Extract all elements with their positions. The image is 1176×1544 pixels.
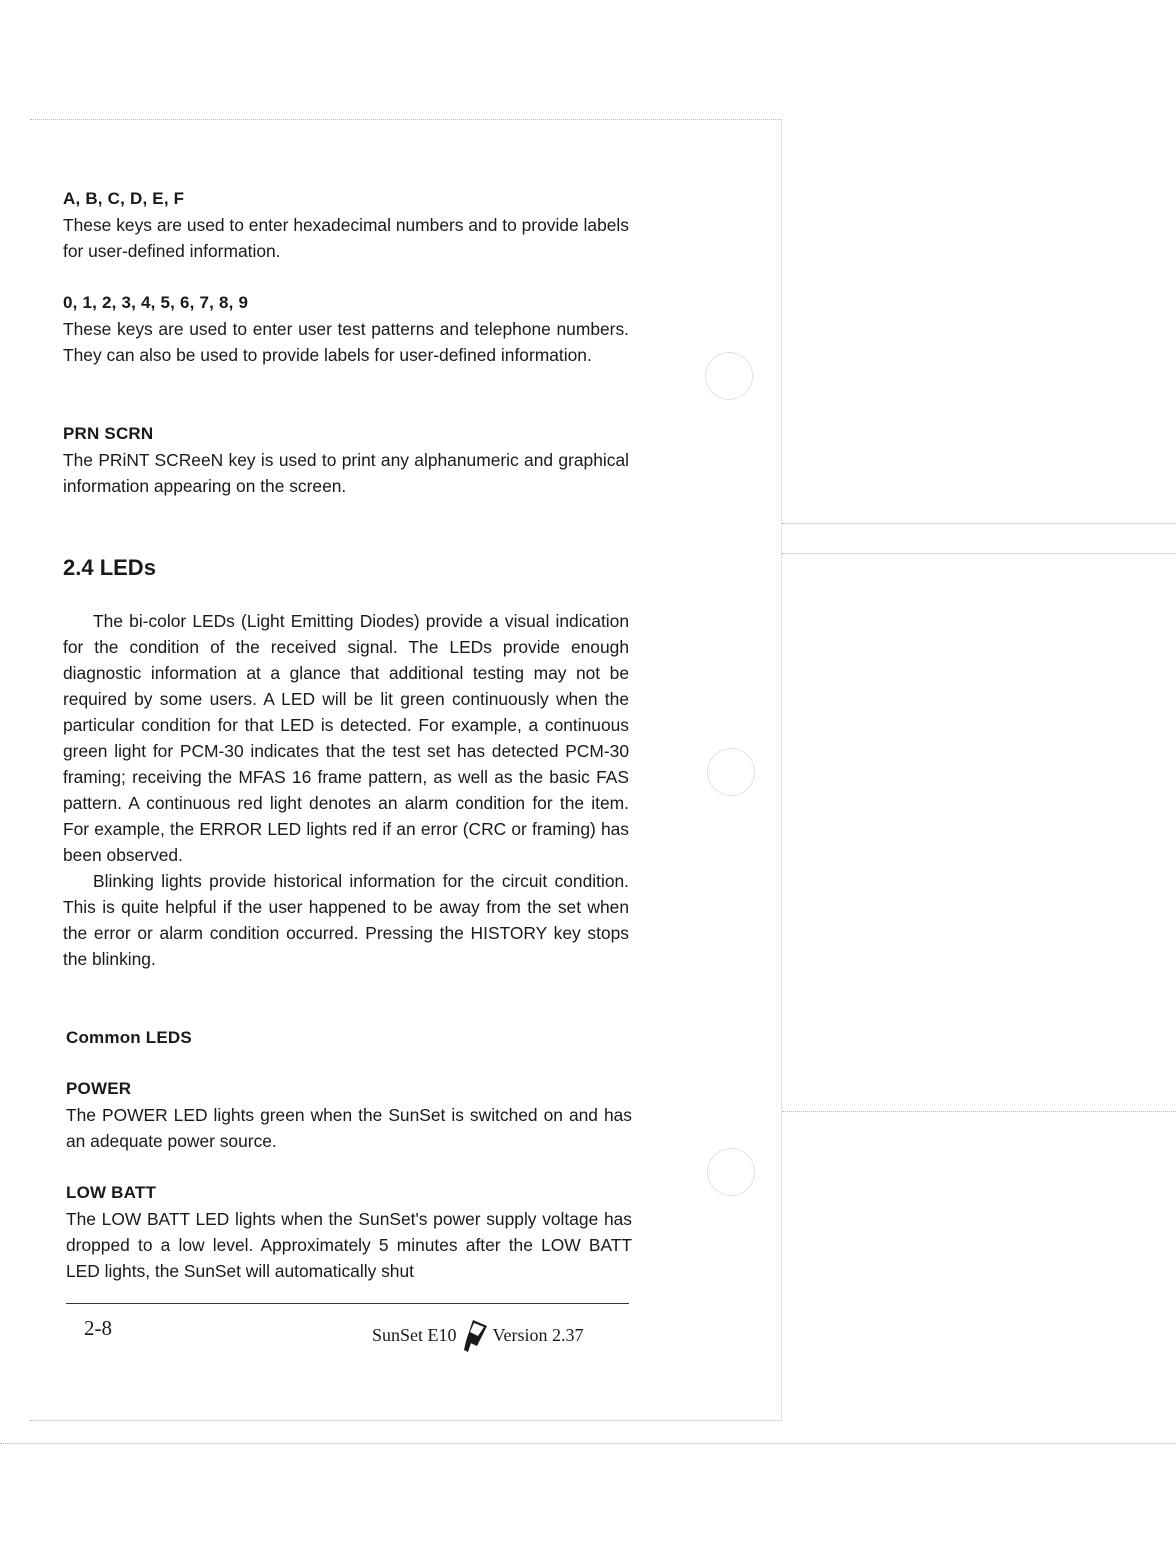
power-heading: POWER	[66, 1079, 132, 1098]
scan-edge-top	[30, 119, 780, 120]
keys-af-text: These keys are used to enter hexadecimal numbers and to provide labels for user-defined information.	[63, 215, 629, 261]
footer-rule	[66, 1303, 629, 1304]
sunset-device-logo-icon	[461, 1316, 489, 1354]
leds-section	[63, 553, 629, 583]
product-version: Version 2.37	[492, 1324, 584, 1345]
lowbatt-entry	[66, 1180, 632, 1284]
prnscrn-heading: PRN SCRN	[63, 424, 154, 443]
tab-edge-3	[782, 1111, 1176, 1112]
leds-paragraph-2: Blinking lights provide historical information for the circuit condition. This is quite helpful if the user happened to be away from the set when the error or alarm condition occurred. Pressing the HISTORY key stops the blinking.	[63, 871, 629, 969]
page-edge	[781, 119, 782, 1421]
prnscrn-text: The PRiNT SCReeN key is used to print any alphanumeric and graphical information appearing on the screen.	[63, 450, 629, 496]
footer-product	[372, 1316, 584, 1354]
keys-af-heading: A, B, C, D, E, F	[63, 189, 185, 208]
binder-hole-1	[705, 352, 753, 400]
scan-edge-bottom	[30, 1420, 780, 1421]
binder-hole-3	[707, 1148, 755, 1196]
power-text: The POWER LED lights green when the SunSet is switched on and has an adequate power source.	[66, 1105, 632, 1151]
binder-hole-2	[707, 748, 755, 796]
section-title: 2.4 LEDs	[63, 555, 156, 580]
keys-af-entry	[63, 186, 629, 264]
leds-body	[63, 608, 629, 972]
product-name: SunSet E10	[372, 1324, 457, 1345]
keys-09-entry	[63, 290, 629, 368]
keys-09-text: These keys are used to enter user test patterns and telephone numbers. They can also be used to provide labels for user-defined information.	[63, 319, 629, 365]
scan-edge-lower	[0, 1443, 1176, 1444]
tab-edge-1	[782, 523, 1176, 524]
common-leds-heading: Common LEDS	[66, 1028, 192, 1047]
lowbatt-text: The LOW BATT LED lights when the SunSet's power supply voltage has dropped to a low level. Approximately 5 minutes after the LOW BATT LED lights, the SunSet will automatically shut	[66, 1209, 632, 1281]
lowbatt-heading: LOW BATT	[66, 1183, 157, 1202]
power-entry	[66, 1076, 632, 1154]
prnscrn-entry	[63, 421, 629, 499]
page-number: 2-8	[84, 1316, 112, 1340]
tab-edge-2	[782, 553, 1176, 554]
common-leds-entry	[66, 1025, 632, 1051]
leds-paragraph-1: The bi-color LEDs (Light Emitting Diodes) provide a visual indication for the condition of the received signal. The LEDs provide enough diagnostic information at a glance that additional testing may not be required by some users. A LED will be lit green continuously when the particular condition for that LED is detected. For example, a continuous green light for PCM-30 indicates that the test set has detected PCM-30 framing; receiving the MFAS 16 frame pattern, as well as the basic FAS pattern. A continuous red light denotes an alarm condition for the item. For example, the ERROR LED lights red if an error (CRC or framing) has been observed.	[63, 611, 629, 865]
keys-09-heading: 0, 1, 2, 3, 4, 5, 6, 7, 8, 9	[63, 293, 249, 312]
